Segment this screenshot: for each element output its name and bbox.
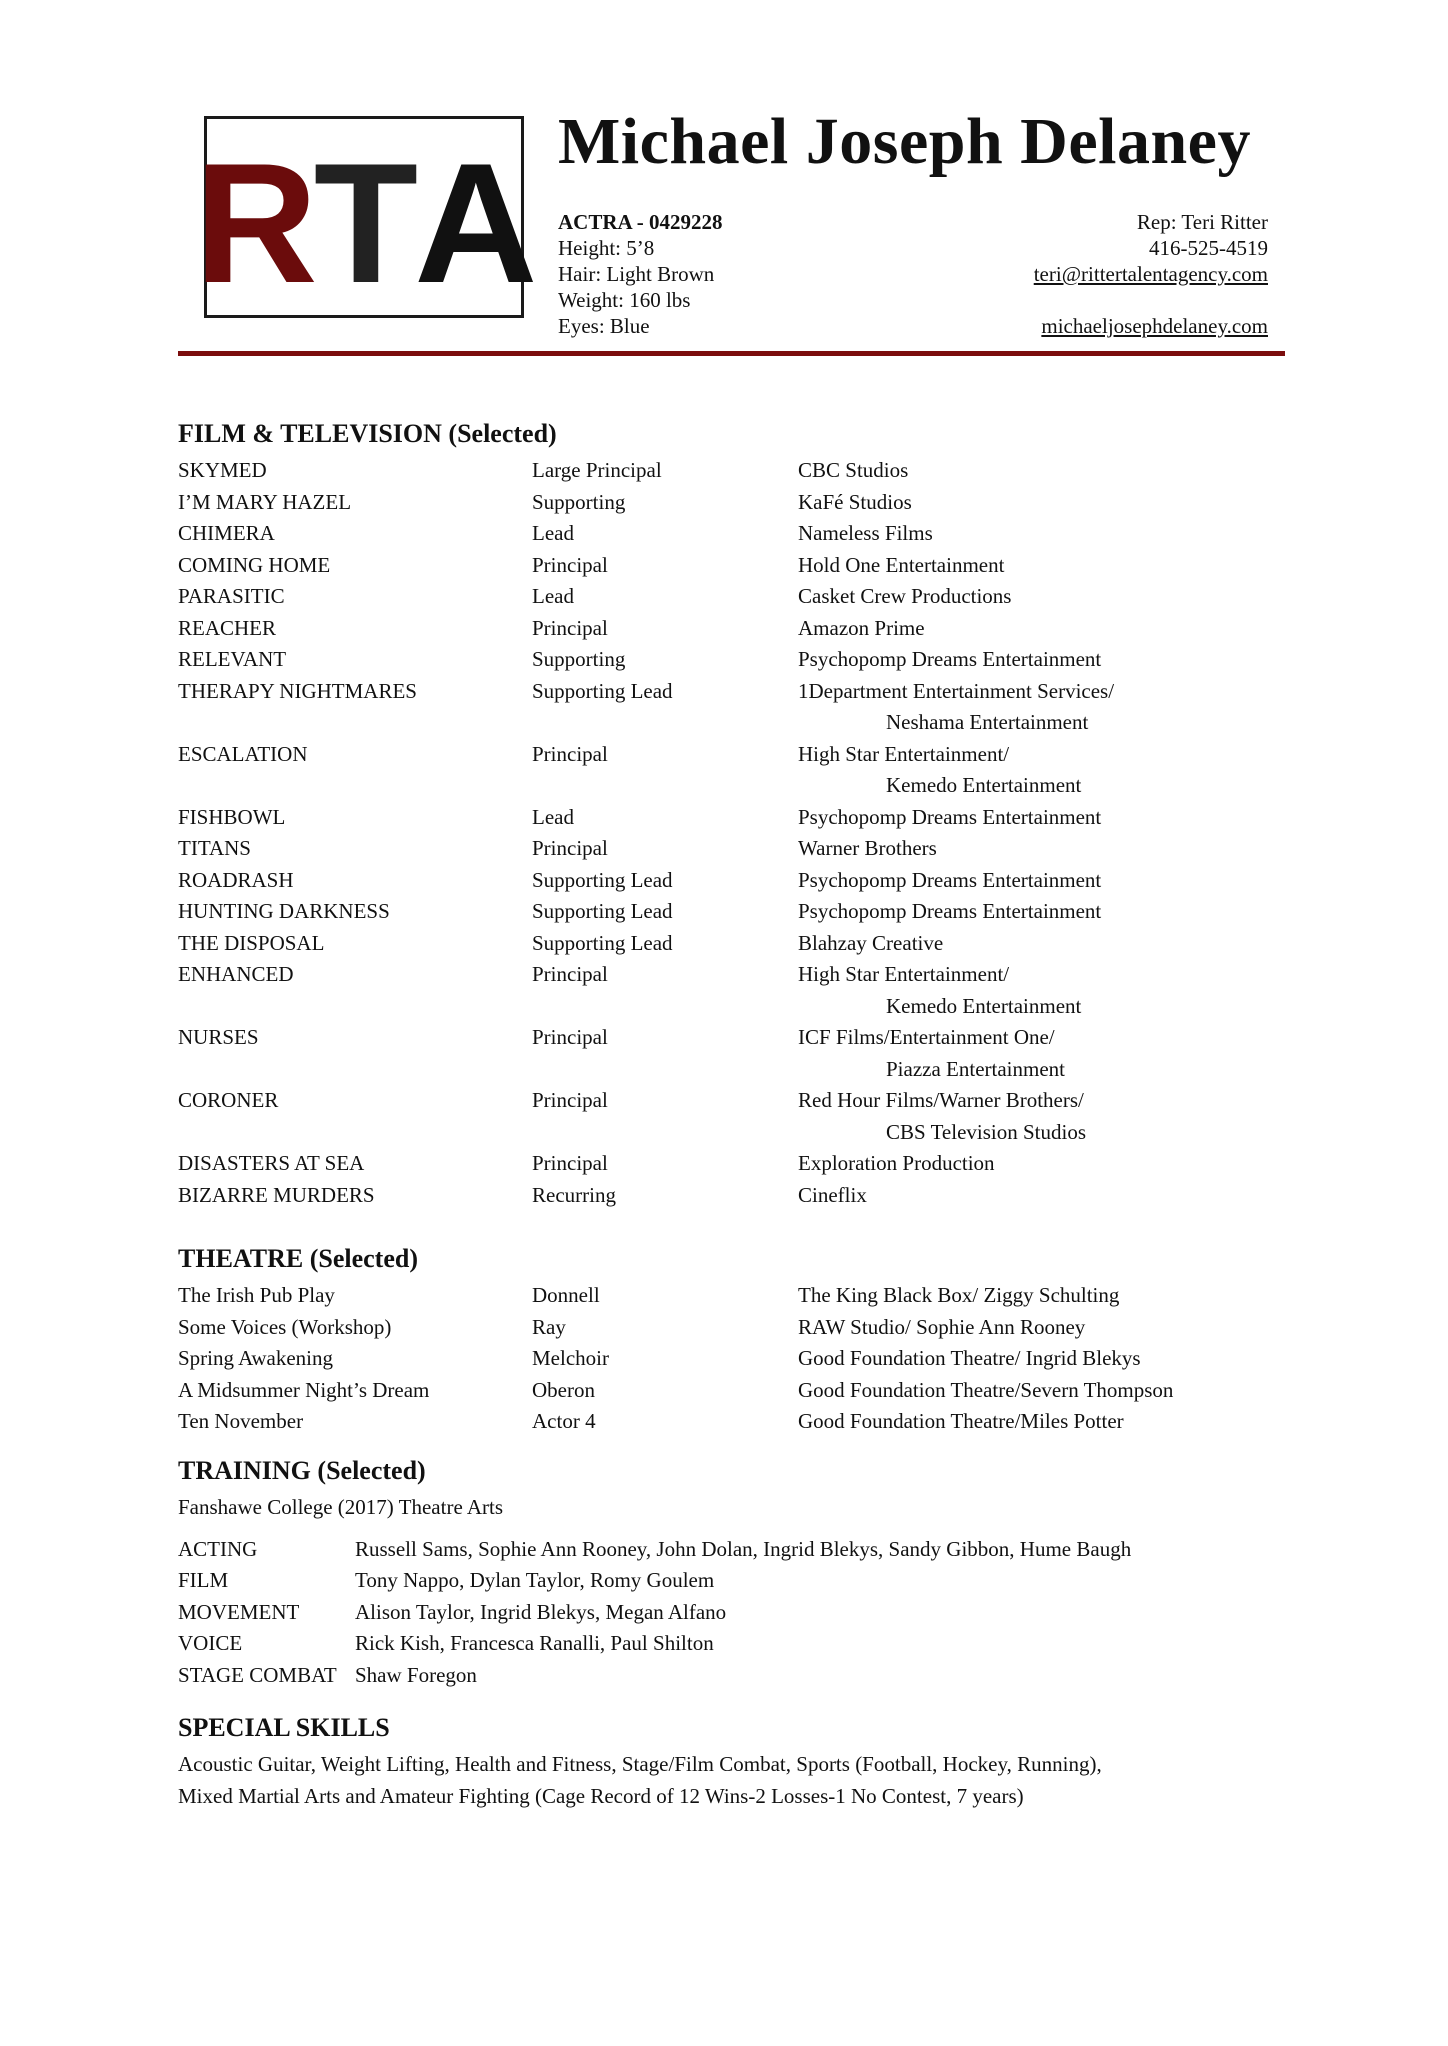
training-list — [178, 1492, 1132, 1691]
credit-role: Principal — [532, 741, 608, 766]
credit-title: The Irish Pub Play — [178, 1283, 335, 1307]
credit-role: Ray — [532, 1314, 566, 1339]
credit-role: Principal — [532, 1151, 608, 1175]
header-divider — [178, 351, 1285, 356]
credit-company: Red Hour Films/Warner Brothers/ — [798, 1088, 1084, 1112]
credit-role: Principal — [532, 552, 608, 577]
film-section-title: FILM & TELEVISION (Selected) — [178, 419, 557, 448]
credit-role: Lead — [532, 804, 574, 829]
actor-name: Michael Joseph Delaney — [558, 105, 1251, 178]
credit-role: Principal — [532, 836, 608, 860]
credit-title: ROADRASH — [178, 867, 294, 892]
credit-company-continued: Kemedo Entertainment — [886, 773, 1082, 797]
logo-letter-a: A — [414, 128, 534, 320]
actor-stats — [558, 209, 723, 339]
credit-role: Principal — [532, 615, 608, 640]
training-category: ACTING — [178, 1536, 258, 1561]
svg-text:RTA — [194, 128, 533, 319]
training-category: STAGE COMBAT — [178, 1662, 337, 1687]
credit-title: DISASTERS AT SEA — [178, 1151, 365, 1175]
credit-title: THERAPY NIGHTMARES — [178, 678, 417, 703]
credit-role: Principal — [532, 1025, 608, 1049]
credit-company: Warner Brothers — [798, 836, 937, 860]
training-row — [178, 1628, 714, 1660]
credit-company: Amazon Prime — [798, 615, 925, 640]
credit-role: Principal — [532, 962, 608, 986]
training-row — [178, 1660, 503, 1692]
credit-role: Lead — [532, 584, 574, 608]
training-instructors: Rick Kish, Francesca Ranalli, Paul Shilton — [355, 1631, 714, 1655]
training-category: MOVEMENT — [178, 1599, 300, 1624]
credit-title: HUNTING DARKNESS — [178, 899, 390, 923]
skills-text — [178, 1749, 1102, 1812]
credit-role: Supporting Lead — [532, 899, 673, 923]
credit-title: Spring Awakening — [178, 1346, 333, 1370]
training-row — [178, 1534, 1132, 1566]
weight: Weight: 160 lbs — [558, 288, 691, 312]
credit-role: Melchoir — [532, 1346, 609, 1370]
credit-title: FISHBOWL — [178, 804, 286, 829]
training-instructors: Tony Nappo, Dylan Taylor, Romy Goulem — [355, 1568, 715, 1592]
credit-role: Oberon — [532, 1377, 595, 1402]
credit-company: Psychopomp Dreams Entertainment — [798, 804, 1102, 829]
rep-phone: 416-525-4519 — [1149, 236, 1268, 260]
credit-company-continued: Piazza Entertainment — [886, 1056, 1066, 1081]
credit-role: Supporting Lead — [532, 867, 673, 892]
credit-title: ENHANCED — [178, 962, 294, 986]
credit-role: Large Principal — [532, 458, 662, 482]
credit-title: SKYMED — [178, 458, 267, 482]
credit-company: CBC Studios — [798, 458, 909, 482]
union-number: ACTRA - 0429228 — [558, 210, 723, 234]
skills-line: Acoustic Guitar, Weight Lifting, Health and Fitness, Stage/Film Combat, Sports (Football, Hockey, Running), — [178, 1752, 1102, 1776]
credit-title: TITANS — [178, 836, 251, 860]
credit-title: REACHER — [178, 615, 277, 640]
training-school: Fanshawe College (2017) Theatre Arts — [178, 1495, 504, 1519]
credit-company: ICF Films/Entertainment One/ — [798, 1025, 1055, 1049]
credit-role: Supporting Lead — [532, 678, 673, 703]
training-instructors: Shaw Foregon — [355, 1662, 477, 1687]
theatre-section-title: THEATRE (Selected) — [178, 1244, 418, 1273]
credit-role: Supporting — [532, 647, 626, 671]
credit-company: 1Department Entertainment Services/ — [798, 678, 1115, 703]
credit-company: Nameless Films — [798, 521, 933, 545]
training-instructors: Alison Taylor, Ingrid Blekys, Megan Alfano — [355, 1599, 727, 1624]
training-section-title: TRAINING (Selected) — [178, 1456, 426, 1485]
credit-company: KaFé Studios — [798, 489, 912, 514]
credit-company-continued: CBS Television Studios — [886, 1119, 1087, 1144]
skills-section-title: SPECIAL SKILLS — [178, 1713, 390, 1742]
hair: Hair: Light Brown — [558, 262, 715, 286]
credit-role: Supporting Lead — [532, 930, 673, 955]
training-row — [178, 1565, 715, 1597]
training-instructors: Russell Sams, Sophie Ann Rooney, John Dolan, Ingrid Blekys, Sandy Gibbon, Hume Baugh — [355, 1536, 1132, 1561]
agent-contact — [1034, 209, 1268, 339]
rta-logo-graphic — [194, 119, 534, 320]
eyes: Eyes: Blue — [558, 314, 650, 338]
height: Height: 5’8 — [558, 236, 655, 260]
credit-title: BIZARRE MURDERS — [178, 1182, 375, 1207]
credit-title: COMING HOME — [178, 552, 331, 577]
credit-company-continued: Kemedo Entertainment — [886, 993, 1082, 1018]
credit-company-continued: Neshama Entertainment — [886, 710, 1089, 734]
website-link[interactable]: michaeljosephdelaney.com — [1041, 314, 1268, 338]
credit-title: CORONER — [178, 1088, 279, 1112]
rep-email-link[interactable]: teri@rittertalentagency.com — [1033, 262, 1268, 286]
training-row — [178, 1597, 727, 1629]
credit-company: Psychopomp Dreams Entertainment — [798, 867, 1102, 892]
credit-company: Cineflix — [798, 1182, 867, 1207]
credit-title: ESCALATION — [178, 741, 308, 766]
credit-company: Exploration Production — [798, 1151, 995, 1175]
credit-company: Good Foundation Theatre/Severn Thompson — [798, 1377, 1174, 1402]
credit-company: RAW Studio/ Sophie Ann Rooney — [798, 1314, 1086, 1339]
credit-title: I’M MARY HAZEL — [178, 489, 352, 514]
credit-company: Good Foundation Theatre/ Ingrid Blekys — [798, 1346, 1141, 1370]
skills-line: Mixed Martial Arts and Amateur Fighting (Cage Record of 12 Wins-2 Losses-1 No Contest, 7 years) — [178, 1783, 1024, 1808]
credit-title: CHIMERA — [178, 521, 275, 545]
credit-company: The King Black Box/ Ziggy Schulting — [798, 1283, 1120, 1307]
credit-role: Supporting — [532, 489, 626, 514]
credit-title: NURSES — [178, 1025, 259, 1049]
credit-role: Actor 4 — [532, 1409, 596, 1433]
credit-title: Some Voices (Workshop) — [178, 1314, 392, 1339]
training-category: VOICE — [178, 1631, 243, 1655]
agency-logo — [194, 116, 534, 320]
credit-company: High Star Entertainment/ — [798, 962, 1010, 986]
logo-letter-t: T — [313, 128, 415, 320]
credit-role: Donnell — [532, 1283, 600, 1307]
logo-letter-r: R — [194, 128, 314, 320]
credit-role: Recurring — [532, 1182, 616, 1207]
credit-title: RELEVANT — [178, 647, 287, 671]
credit-title: A Midsummer Night’s Dream — [178, 1377, 430, 1402]
credit-company: High Star Entertainment/ — [798, 741, 1010, 766]
credit-company: Psychopomp Dreams Entertainment — [798, 647, 1102, 671]
credit-company: Casket Crew Productions — [798, 584, 1012, 608]
credit-role: Lead — [532, 521, 574, 545]
credit-role: Principal — [532, 1088, 608, 1112]
credit-company: Hold One Entertainment — [798, 552, 1005, 577]
training-category: FILM — [178, 1568, 229, 1592]
credit-company: Good Foundation Theatre/Miles Potter — [798, 1409, 1124, 1433]
credit-title: THE DISPOSAL — [178, 930, 325, 955]
credit-title: Ten November — [178, 1409, 304, 1433]
rep-name: Rep: Teri Ritter — [1136, 210, 1268, 234]
credit-company: Blahzay Creative — [798, 930, 944, 955]
credit-company: Psychopomp Dreams Entertainment — [798, 899, 1102, 923]
credit-title: PARASITIC — [178, 584, 285, 608]
